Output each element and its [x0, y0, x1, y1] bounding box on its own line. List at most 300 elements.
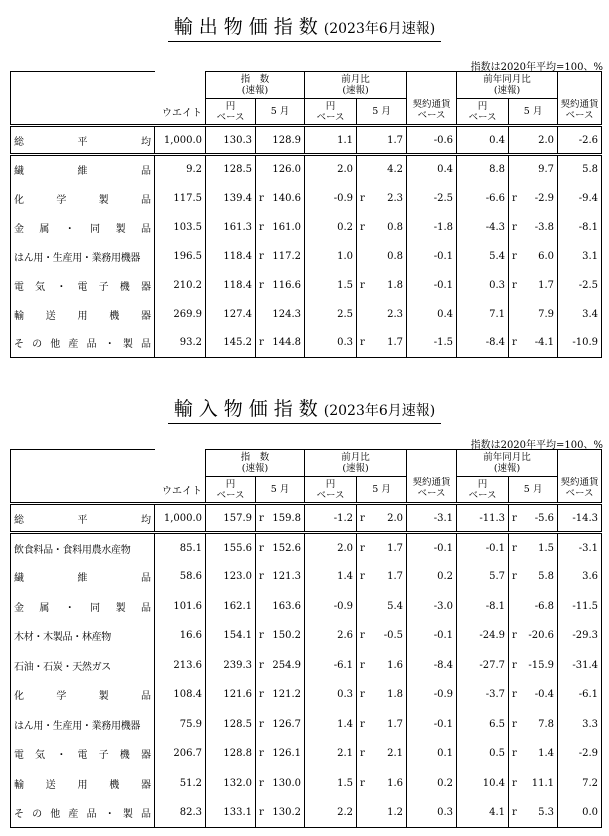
row-label-text: 飲食料品・食料用農水産物: [14, 544, 131, 556]
header-yoy-yen-l1: 円: [477, 100, 488, 112]
row-yoy-con-val: -11.5: [572, 600, 599, 612]
header-mom: [305, 72, 407, 99]
row-mom-con-val: -3.0: [433, 600, 454, 612]
row-yoy-may: [509, 533, 558, 563]
header-weight: ウエイト: [155, 99, 206, 126]
row-weight: [155, 184, 206, 213]
row-mom-may: [357, 329, 407, 358]
row-yoy-may: [509, 621, 558, 651]
row-idx-may: [256, 562, 305, 592]
header-mom-sub: (速報): [342, 463, 369, 474]
row-yoy-may-val: -3.8: [534, 221, 555, 233]
row-mom-con: [407, 300, 457, 329]
row-mom-may-val: 2.3: [387, 308, 404, 320]
row-idx-may-revised: r: [259, 250, 264, 262]
row-yoy-may: [509, 798, 558, 828]
header-yoy-yen-l1: 円: [477, 478, 488, 490]
row-mom-may: [357, 651, 407, 681]
header-idx-yen: [206, 477, 256, 504]
row-idx-may-box: [259, 601, 301, 612]
header-index-label: 指 数: [240, 452, 270, 463]
row-idx-may-box: [259, 748, 301, 759]
row-mom-yen-val: 1.5: [337, 777, 354, 789]
row-idx-may: [256, 213, 305, 242]
row-mom-yen-val: 0.3: [337, 337, 354, 349]
row-mom-yen-val: 1.4: [337, 571, 354, 583]
row-mom-may: [357, 680, 407, 710]
row-weight: [155, 710, 206, 740]
export-title: [0, 12, 609, 42]
row-weight: [155, 680, 206, 710]
table-row: [11, 271, 602, 300]
table-row: [11, 213, 602, 242]
row-idx-may: [256, 126, 305, 155]
row-label-text: 化 学 製 品: [14, 194, 151, 206]
row-yoy-may-box: [512, 778, 554, 789]
row-yoy-may-box: [512, 543, 554, 554]
row-yoy-con: [558, 504, 602, 533]
row-mom-con: [407, 680, 457, 710]
row-idx-may-box: [259, 719, 301, 730]
row-mom-may-revised: [360, 164, 374, 175]
row-label-text: そ の 他 産 品 ・ 製 品: [14, 809, 151, 820]
row-mom-may-revised: r: [360, 512, 365, 524]
header-yoy-contract: [558, 477, 602, 504]
row-yoy-may-box: [512, 193, 554, 204]
row-mom-may-revised: r: [360, 542, 365, 554]
header-yoy-yen-l2: ベース: [468, 111, 497, 123]
row-weight: [155, 155, 206, 184]
row-mom-con-val: -8.4: [433, 659, 454, 671]
row-idx-may-val: 130.0: [272, 777, 302, 789]
row-yoy-may-revised: r: [512, 748, 517, 760]
row-mom-may-box: [360, 748, 403, 759]
header-yoy-contract-top: [558, 72, 602, 99]
row-label: [11, 242, 155, 271]
row-mom-con-val: -0.1: [433, 279, 454, 291]
header-mom-contract-l2: ベース: [417, 109, 446, 121]
row-mom-may-box: [360, 689, 403, 700]
row-weight: [155, 271, 206, 300]
row-mom-may-revised: r: [360, 337, 365, 349]
row-label: [11, 300, 155, 329]
import-title-main: 輸入物価指数: [173, 398, 324, 420]
row-yoy-may: [509, 300, 558, 329]
row-label-text: はん用・生産用・業務用機器: [14, 252, 141, 264]
row-idx-may-val: 121.2: [272, 689, 302, 701]
row-idx-may-box: [259, 571, 301, 582]
row-idx-may-val: 128.9: [272, 134, 302, 146]
row-label: [11, 680, 155, 710]
row-yoy-con: [558, 798, 602, 828]
row-mom-may-box: [360, 135, 403, 146]
row-yoy-may-box: [512, 135, 554, 146]
row-idx-yen: [206, 184, 256, 213]
row-yoy-con-val: -29.3: [572, 630, 599, 642]
header-yoy-sub: (速報): [493, 85, 521, 96]
row-yoy-yen: [457, 300, 509, 329]
row-label-text: 木材・木製品・林産物: [14, 632, 111, 644]
row-mom-may-revised: [360, 601, 374, 612]
row-yoy-may-val: -0.4: [534, 689, 555, 701]
header-yoy: [457, 72, 558, 99]
row-yoy-con-val: 3.1: [582, 250, 599, 262]
header-idx-yen-l2: ベース: [216, 111, 245, 123]
row-mom-may-val: 1.6: [387, 777, 404, 789]
row-weight-val: 93.2: [179, 337, 202, 349]
row-label-text: 繊 維 品: [14, 573, 151, 585]
row-yoy-con-val: -3.1: [578, 542, 599, 554]
row-mom-may-val: 0.8: [387, 221, 404, 233]
export-table: [10, 71, 602, 358]
row-idx-yen-val: 128.8: [223, 748, 252, 760]
row-yoy-may-val: -15.9: [528, 659, 555, 671]
row-idx-yen: [206, 739, 256, 769]
row-idx-yen-val: 155.6: [223, 542, 252, 554]
row-weight: [155, 562, 206, 592]
row-mom-may-val: 1.7: [387, 718, 404, 730]
row-yoy-may-val: 1.7: [538, 279, 555, 291]
row-yoy-yen-val: -27.7: [479, 659, 506, 671]
header-mom-yen-l1: 円: [325, 100, 336, 112]
row-yoy-may-val: -6.8: [534, 600, 555, 612]
row-mom-con-val: -0.9: [433, 689, 454, 701]
row-yoy-may-box: [512, 222, 554, 233]
header-index-sub: (速報): [241, 85, 269, 96]
row-idx-yen: [206, 242, 256, 271]
row-mom-con-val: -3.1: [433, 512, 454, 524]
row-mom-may-revised: r: [360, 192, 365, 204]
row-label: [11, 126, 155, 155]
row-weight: [155, 651, 206, 681]
row-yoy-may-val: 2.0: [538, 134, 555, 146]
row-mom-may-box: [360, 337, 403, 348]
row-mom-yen-val: 2.0: [337, 542, 354, 554]
row-idx-yen-val: 161.3: [223, 221, 252, 233]
table-row: [11, 533, 602, 563]
row-yoy-may-revised: r: [512, 542, 517, 554]
row-idx-may-val: 161.0: [272, 221, 302, 233]
row-yoy-yen: [457, 184, 509, 213]
row-yoy-con: [558, 184, 602, 213]
row-idx-may-box: [259, 778, 301, 789]
row-label: [11, 562, 155, 592]
row-yoy-yen: [457, 242, 509, 271]
row-mom-yen: [305, 798, 357, 828]
header-mom-contract: [407, 477, 457, 504]
row-idx-may: [256, 769, 305, 799]
row-mom-may-box: [360, 280, 403, 291]
row-yoy-con: [558, 329, 602, 358]
header-mom-label: 前月比: [341, 452, 370, 463]
row-weight-val: 16.6: [179, 630, 202, 642]
table-row: [11, 562, 602, 592]
row-yoy-may-val: 1.5: [538, 542, 555, 554]
row-mom-yen-val: 1.1: [337, 134, 354, 146]
row-mom-may-revised: [360, 807, 374, 818]
table-row: [11, 739, 602, 769]
row-yoy-may-val: 1.4: [538, 748, 555, 760]
row-idx-may-val: 254.9: [272, 659, 302, 671]
row-idx-may: [256, 504, 305, 533]
row-yoy-con-val: 0.0: [582, 807, 599, 818]
row-yoy-may: [509, 504, 558, 533]
row-idx-may-val: 159.8: [272, 512, 302, 524]
header-yoy-may: 5 月: [509, 99, 558, 126]
header-mom-yen: [305, 477, 357, 504]
header-yoy-may: 5 月: [509, 477, 558, 504]
header-mom-yen-l1: 円: [325, 478, 336, 490]
row-yoy-yen: [457, 769, 509, 799]
header-mom-yen-l2: ベース: [316, 111, 345, 123]
row-mom-may-box: [360, 309, 403, 320]
row-yoy-may-revised: r: [512, 279, 517, 291]
row-yoy-yen-val: 10.4: [482, 777, 506, 789]
row-mom-yen-val: 0.3: [337, 689, 354, 701]
header-idx-yen-l2: ベース: [216, 489, 245, 501]
row-label: [11, 329, 155, 358]
row-mom-yen-val: 2.6: [337, 630, 354, 642]
row-mom-yen: [305, 651, 357, 681]
row-mom-yen-val: 2.0: [337, 164, 354, 176]
header-mom-yen-l2: ベース: [316, 489, 345, 501]
row-mom-yen: [305, 739, 357, 769]
row-mom-con: [407, 710, 457, 740]
row-yoy-may-val: 7.9: [538, 308, 555, 320]
row-yoy-may: [509, 562, 558, 592]
row-label-text: 総 平 均: [14, 136, 151, 148]
row-yoy-con-val: 5.8: [582, 164, 599, 176]
row-idx-may-val: 121.3: [272, 571, 302, 583]
row-weight: [155, 300, 206, 329]
table-row: [11, 651, 602, 681]
row-idx-yen-val: 162.1: [223, 600, 252, 612]
row-idx-may-box: [259, 193, 301, 204]
row-idx-may-val: 130.2: [272, 807, 302, 818]
row-idx-may-box: [259, 630, 301, 641]
row-idx-may-box: [259, 689, 301, 700]
header-contract-top: [407, 450, 457, 477]
row-label-text: はん用・生産用・業務用機器: [14, 720, 141, 732]
row-idx-may-val: 126.0: [272, 164, 302, 176]
row-yoy-con-val: -14.3: [572, 512, 599, 524]
row-yoy-may-revised: r: [512, 250, 517, 262]
row-idx-may-box: [259, 309, 301, 320]
row-label-text: 輸 送 用 機 器: [14, 310, 151, 322]
row-weight: [155, 798, 206, 828]
row-mom-may-val: 2.3: [387, 192, 404, 204]
header-weight-top: [155, 450, 206, 477]
row-mom-con-val: -0.1: [433, 718, 454, 730]
row-mom-may-val: 0.8: [387, 250, 404, 262]
row-label: [11, 213, 155, 242]
table-row: [11, 769, 602, 799]
header-mom-may: 5 月: [357, 477, 407, 504]
row-yoy-con-val: 3.6: [582, 571, 599, 583]
row-idx-may-revised: r: [259, 807, 264, 818]
row-mom-con-val: -0.1: [433, 542, 454, 554]
row-idx-yen-val: 128.5: [223, 718, 252, 730]
row-mom-con-val: -2.5: [433, 192, 454, 204]
row-weight-val: 196.5: [173, 250, 202, 262]
row-idx-may-revised: r: [259, 337, 264, 349]
row-mom-yen: [305, 155, 357, 184]
row-label: [11, 621, 155, 651]
header-mom-contract-l2: ベース: [417, 487, 446, 499]
row-mom-may-revised: r: [360, 630, 365, 642]
row-mom-may-revised: r: [360, 777, 365, 789]
row-idx-may: [256, 651, 305, 681]
row-weight-val: 1,000.0: [163, 134, 202, 146]
row-idx-yen: [206, 592, 256, 622]
row-idx-may-revised: r: [259, 542, 264, 554]
row-label-text: 化 学 製 品: [14, 691, 151, 703]
header-contract-top: [407, 72, 457, 99]
row-yoy-may: [509, 592, 558, 622]
row-yoy-yen-val: 8.8: [489, 164, 506, 176]
row-yoy-may-box: [512, 513, 554, 524]
row-mom-yen: [305, 213, 357, 242]
row-idx-may-revised: r: [259, 689, 264, 701]
row-yoy-may-val: -2.9: [534, 192, 555, 204]
row-yoy-yen: [457, 533, 509, 563]
row-yoy-may-revised: [512, 309, 526, 320]
row-idx-yen-val: 154.1: [223, 630, 252, 642]
row-yoy-may: [509, 329, 558, 358]
row-mom-may-box: [360, 778, 403, 789]
row-mom-may-val: 1.7: [387, 134, 404, 146]
row-mom-may-box: [360, 193, 403, 204]
table-row: [11, 300, 602, 329]
header-yoy-contract-l1: 契約通貨: [560, 476, 599, 488]
row-yoy-yen-val: 0.3: [489, 279, 506, 291]
row-idx-yen-val: 127.4: [223, 308, 252, 320]
row-yoy-may-box: [512, 719, 554, 730]
row-yoy-con: [558, 562, 602, 592]
row-weight: [155, 592, 206, 622]
row-yoy-con: [558, 651, 602, 681]
row-yoy-con: [558, 271, 602, 300]
header-index-sub: (速報): [241, 463, 269, 474]
row-mom-may-box: [360, 719, 403, 730]
row-label-text: 金 属 ・ 同 製 品: [14, 223, 151, 235]
row-idx-yen-val: 121.6: [223, 689, 252, 701]
row-idx-yen-val: 157.9: [223, 512, 252, 524]
row-mom-may-box: [360, 630, 403, 641]
row-yoy-yen: [457, 680, 509, 710]
row-yoy-may-revised: r: [512, 512, 517, 524]
row-mom-may-revised: r: [360, 748, 365, 760]
row-mom-yen-val: 1.0: [337, 250, 354, 262]
row-mom-may-revised: [360, 135, 374, 146]
row-mom-may-revised: r: [360, 718, 365, 730]
row-yoy-con: [558, 592, 602, 622]
row-mom-may: [357, 621, 407, 651]
table-row: [11, 798, 602, 828]
row-yoy-yen-val: 0.4: [489, 134, 506, 146]
row-label-text: 電 気 ・ 電 子 機 器: [14, 281, 151, 293]
row-weight-val: 269.9: [173, 308, 202, 320]
header-idx-yen: [206, 99, 256, 126]
row-yoy-con: [558, 242, 602, 271]
row-mom-con-val: -1.8: [433, 221, 454, 233]
header-weight-top: [155, 72, 206, 99]
row-mom-may: [357, 184, 407, 213]
row-yoy-yen: [457, 126, 509, 155]
row-weight-val: 101.6: [173, 600, 202, 612]
row-label: [11, 769, 155, 799]
row-yoy-may-box: [512, 309, 554, 320]
table-row: [11, 155, 602, 184]
row-mom-yen-val: 0.2: [337, 221, 354, 233]
row-idx-yen: [206, 300, 256, 329]
header-index-label: 指 数: [240, 74, 270, 85]
row-idx-may-revised: r: [259, 630, 264, 642]
row-idx-may-revised: r: [259, 777, 264, 789]
row-yoy-con: [558, 213, 602, 242]
row-idx-may-val: 116.6: [272, 279, 302, 291]
row-mom-con: [407, 651, 457, 681]
row-yoy-may-revised: r: [512, 659, 517, 671]
row-yoy-yen: [457, 329, 509, 358]
row-yoy-yen: [457, 798, 509, 828]
export-note: 指数は2020年平均=100、%: [470, 62, 603, 73]
row-weight-val: 206.7: [173, 748, 202, 760]
row-idx-may-val: 140.6: [272, 192, 302, 204]
row-mom-con: [407, 329, 457, 358]
row-idx-may: [256, 533, 305, 563]
row-weight-val: 9.2: [186, 164, 202, 176]
row-mom-may: [357, 533, 407, 563]
row-label-text: 繊 維 品: [14, 166, 151, 178]
row-yoy-con: [558, 621, 602, 651]
row-mom-con: [407, 155, 457, 184]
row-yoy-may: [509, 739, 558, 769]
row-idx-yen-val: 118.4: [223, 279, 252, 291]
row-weight: [155, 329, 206, 358]
header-idx-yen-l1: 円: [225, 100, 236, 112]
row-label: [11, 710, 155, 740]
row-label-text: 石油・石炭・天然ガス: [14, 661, 111, 673]
row-mom-con: [407, 769, 457, 799]
row-mom-yen: [305, 592, 357, 622]
row-mom-yen-val: -0.9: [333, 600, 354, 612]
row-idx-may-box: [259, 660, 301, 671]
row-yoy-may: [509, 126, 558, 155]
row-yoy-yen: [457, 504, 509, 533]
row-yoy-yen: [457, 651, 509, 681]
row-yoy-yen-val: -4.3: [485, 221, 506, 233]
row-yoy-may: [509, 213, 558, 242]
row-mom-may-box: [360, 251, 403, 262]
row-mom-may-revised: [360, 251, 374, 262]
row-mom-may-val: 1.7: [387, 542, 404, 554]
row-idx-may-box: [259, 807, 301, 818]
header-blank: [11, 72, 155, 126]
row-label: [11, 184, 155, 213]
row-mom-yen-val: 2.1: [337, 748, 354, 760]
row-idx-yen: [206, 533, 256, 563]
row-yoy-yen-val: -8.1: [485, 600, 506, 612]
row-idx-yen: [206, 504, 256, 533]
row-weight-val: 51.2: [179, 777, 202, 789]
row-yoy-con-val: -31.4: [572, 659, 599, 671]
header-idx-may: 5 月: [256, 99, 305, 126]
row-weight-val: 82.3: [179, 807, 202, 818]
row-idx-may-revised: r: [259, 192, 264, 204]
row-yoy-yen: [457, 739, 509, 769]
row-idx-may-revised: [259, 309, 272, 320]
